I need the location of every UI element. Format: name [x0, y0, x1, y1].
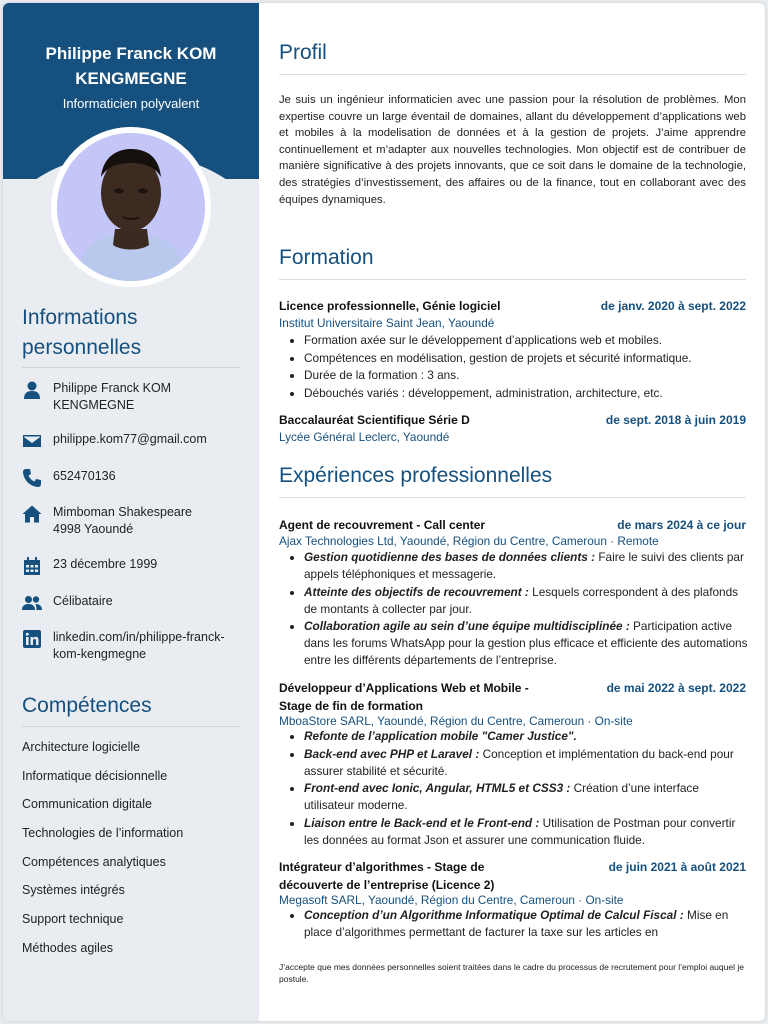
experience-divider [279, 497, 746, 498]
experience-entry-org: Megasoft SARL, Yaoundé, Région du Centre, Cameroun · On-site [279, 893, 624, 907]
education-entry-org: Lycée Général Leclerc, Yaoundé [279, 430, 450, 444]
list-item: • Durée de la formation : 3 ans. [304, 367, 749, 384]
experience-entry-date: de juin 2021 à août 2021 [608, 860, 746, 874]
experience-entry-bullets [304, 907, 749, 942]
personal-info-title-line-1: Informations [22, 306, 138, 329]
list-item [304, 907, 749, 941]
bullet-bold: Gestion quotidienne des bases de données clients : [304, 550, 596, 564]
bullet-bold: Liaison entre le Back-end et le Front-end : [304, 815, 540, 830]
education-entry-date: de sept. 2018 à juin 2019 [605, 413, 746, 427]
address-line-1: Mimboman Shakespeare [53, 505, 192, 519]
list-item [304, 728, 749, 745]
linkedin-text[interactable] [53, 629, 225, 663]
profile-title: Profil [279, 41, 327, 64]
sidebar [3, 3, 259, 1021]
bullet-text: Conception et implémentation du back-end pour assurer stabilité et sécurité. [304, 746, 734, 778]
info-linkedin[interactable] [22, 629, 242, 663]
education-entry-title: Baccalauréat Scientifique Série D [279, 413, 470, 427]
skill-item: Compétences analytiques [22, 855, 166, 869]
birthdate-text: 23 décembre 1999 [53, 557, 158, 571]
bullet-bold: Front-end avec Ionic, Angular, HTML5 et CSS3 : [304, 781, 571, 795]
personal-info-title [22, 303, 141, 363]
info-status [22, 593, 242, 613]
experience-entry-date: de mars 2024 à ce jour [617, 518, 746, 532]
candidate-subtitle: Informaticien polyvalent [62, 96, 200, 111]
experience-title: Expériences professionnelles [279, 464, 553, 487]
list-item: • Formation axée sur le développement d’applications web et mobiles. [304, 332, 749, 349]
profile-divider [279, 74, 746, 75]
skill-item: Architecture logicielle [22, 740, 141, 754]
list-item: • Débouchés variés : développement, administration, architecture, etc. [304, 385, 749, 402]
bullet-bold: Conception d’un Algorithme Informatique Optimal de Calcul Fiscal : [304, 908, 684, 922]
bullet-bold: Back-end avec PHP et Laravel : [304, 746, 480, 761]
skills-divider [22, 726, 240, 727]
education-entry-date: de janv. 2020 à sept. 2022 [600, 299, 746, 313]
linkedin-line-2[interactable]: kom-kengmegne [53, 647, 147, 661]
skills-title: Compétences [22, 694, 152, 717]
linkedin-line-1[interactable]: linkedin.com/in/philippe-franck- [53, 630, 225, 644]
bullet-text: Mise en place d’algorithmes permettant de facturer la taxe sur les articles en [304, 908, 729, 939]
experience-entry-title [279, 858, 494, 894]
bullet-text: Participation active dans les forums WhatsApp pour la gestion plus efficace et efficiente des automations entre les différents départements de l’entreprise. [304, 619, 748, 667]
list-item [304, 815, 749, 849]
list-item [304, 618, 749, 669]
info-name-line-1: Philippe Franck KOM [53, 381, 172, 395]
info-name-line-2: KENGMEGNE [53, 398, 135, 412]
personal-info-title-line-2: personnelles [22, 336, 142, 359]
list-item [304, 780, 749, 814]
bullet-text: Lesquels correspondent à des plafonds de montants à collecter par jour. [304, 584, 739, 616]
status-text: Célibataire [53, 594, 113, 608]
info-phone[interactable] [22, 468, 242, 488]
phone-text[interactable]: 652470136 [53, 469, 116, 483]
bullet-text: Utilisation de Postman pour convertir les données au format Json et assurer une communication fluide. [304, 815, 736, 847]
education-entry-bullets [304, 332, 749, 402]
address-text [53, 504, 192, 538]
experience-entry-bullets [304, 549, 749, 670]
bullet-text: Faire le suivi des clients par appels téléphoniques et messagerie. [304, 550, 744, 581]
skill-item: Systèmes intégrés [22, 883, 125, 897]
info-birthdate [22, 556, 242, 576]
bullet-bold: Refonte de l’application mobile "Camer Justice". [304, 729, 577, 743]
list-item [304, 746, 749, 780]
experience-entry-bullets [304, 728, 749, 849]
portrait-illustration [57, 133, 205, 281]
skill-item: Support technique [22, 912, 124, 926]
personal-info-divider [22, 367, 240, 368]
education-entry-org: Institut Universitaire Saint Jean, Yaoundé [279, 316, 495, 330]
list-item [304, 549, 749, 583]
bullet-bold: Atteinte des objectifs de recouvrement : [304, 584, 529, 599]
resume-page [3, 3, 765, 1021]
envelope-icon [22, 431, 42, 451]
experience-entry-org: MboaStore SARL, Yaoundé, Région du Centre, Cameroun · On-site [279, 714, 633, 728]
consent-footer: J’accepte que mes données personnelles soient traitées dans le cadre du processus de recrutement pour l’emploi auquel je postule. [279, 962, 744, 984]
name-line-2: KENGMEGNE [75, 69, 187, 88]
experience-entry-org: Ajax Technologies Ltd, Yaoundé, Région du Centre, Cameroun · Remote [279, 534, 659, 548]
experience-entry-title [279, 679, 529, 715]
entry-title-line-1: Intégrateur d’algorithmes - Stage de [279, 860, 485, 874]
phone-icon [22, 468, 42, 488]
experience-entry-date: de mai 2022 à sept. 2022 [606, 681, 746, 695]
list-item [304, 584, 749, 618]
profile-text: Je suis un ingénieur informaticien avec une passion pour la résolution de problèmes. Mon expertise couvre un large éventail de domaines, allant du développement d’applications web et mobiles à la modelisation de données et à la gestion de projets. J’aime apprendre continuellement et m’adapter aux nouvelles technologies. Mon objectif est de contribuer de manière significative à des projets innovants, que ce soit dans le domaine de la technologie, des stratégies d’investissement, des affaires ou de la finance, tout en collaborant avec des équipes dynamiques. [279, 94, 746, 206]
entry-title-line-2: découverte de l’entreprise (Licence 2) [279, 878, 495, 892]
info-name [22, 380, 242, 414]
info-email[interactable] [22, 431, 242, 451]
users-icon [22, 593, 42, 613]
list-item: • Compétences en modélisation, gestion de projets et sécurité informatique. [304, 350, 749, 367]
avatar [51, 127, 211, 287]
candidate-name [3, 41, 259, 91]
education-entry-title: Licence professionnelle, Génie logiciel [279, 299, 501, 313]
skill-item: Technologies de l’information [22, 826, 184, 840]
skill-item: Informatique décisionnelle [22, 769, 168, 783]
avatar-photo [57, 133, 205, 281]
education-divider [279, 279, 746, 280]
skill-item: Communication digitale [22, 797, 152, 811]
linkedin-icon [22, 629, 42, 649]
entry-title-line-1: Développeur d’Applications Web et Mobile - [279, 681, 529, 695]
email-text[interactable]: philippe.kom77@gmail.com [53, 432, 207, 446]
home-icon [22, 504, 42, 524]
info-address [22, 504, 242, 538]
calendar-icon [22, 556, 42, 576]
name-line-1: Philippe Franck KOM [45, 44, 217, 63]
entry-title-line-2: Stage de fin de formation [279, 699, 424, 713]
bullet-bold: Collaboration agile au sein d’une équipe multidisciplinée : [304, 619, 630, 633]
info-name-text [53, 380, 171, 414]
address-line-2: 4998 Yaoundé [53, 522, 134, 536]
experience-entry-title: Agent de recouvrement - Call center [279, 518, 486, 532]
bullet-text: Création d’une interface utilisateur moderne. [304, 781, 699, 812]
user-icon [22, 380, 42, 400]
education-title: Formation [279, 246, 374, 269]
skill-item: Méthodes agiles [22, 941, 114, 955]
